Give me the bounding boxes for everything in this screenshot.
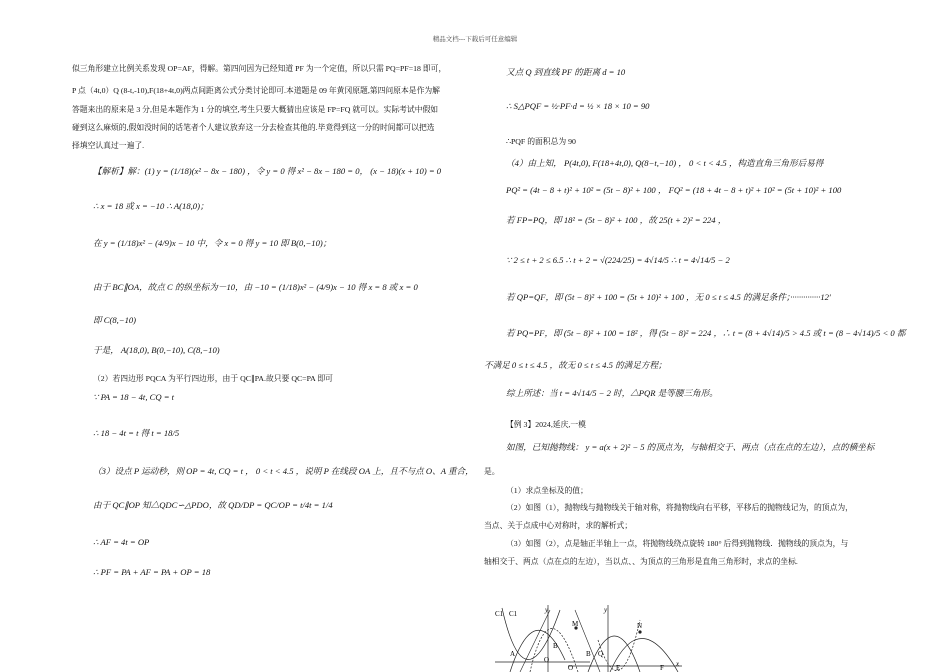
figure-label: N: [637, 622, 643, 630]
text-line: 似三角形建立比例关系发现 OP=AF，得解。第四问因为已经知道 PF 为一个定值，所以只需 PQ=PF=18 即可，: [72, 64, 447, 73]
text-line: （1）求点坐标及的值；: [506, 486, 588, 495]
figure-label: x: [676, 660, 680, 668]
math-line: ∴ 18 − 4t = t 得 t = 18/5: [93, 428, 180, 438]
page-header: 精品文档---下载后可任意编辑: [432, 36, 518, 43]
text-line: 择填空认真过一遍了.: [72, 141, 145, 150]
figure-label: y: [545, 606, 549, 614]
figure-label: A: [510, 650, 516, 658]
text-line: （3）如图（2），点是轴正半轴上一点，将抛物线绕点旋转 180° 后得到抛物线．抛物线的顶点为，与: [506, 539, 849, 548]
figure-label: E: [616, 664, 621, 672]
text-line: ∴PQF 的面积总为 90: [506, 137, 576, 146]
math-line: 若 PQ=PF，即 (5t − 8)² + 100 = 18² ，得 (5t − 8)² = 224 ，∴ t = (8 + 4√14)/5 > 4.5 或 t = (8 − 4√14)/5 < 0 都: [506, 328, 906, 338]
math-line: 在 y = (1/18)x² − (4/9)x − 10 中，令 x = 0 得 y = 10 即 B(0,−10)；: [93, 238, 332, 248]
text-line: 当点、关于点成中心对称时，求的解析式；: [484, 521, 633, 530]
figure-label: C1: [495, 610, 504, 618]
text-line: 碰到这么麻烦的,假如没时间的话笔者个人建议放弃这一分去检查其他的.毕竟得到这一分的时间都可以把选: [72, 123, 435, 132]
text-line: 是。: [484, 467, 500, 476]
math-line: 于是， A(18,0), B(0,−10), C(8,−10): [93, 345, 220, 355]
math-line: ∴ AF = 4t = OP: [93, 537, 150, 547]
math-line: ∵ PA = 18 − 4t, CQ = t: [93, 392, 175, 402]
figure-label: B: [586, 650, 591, 658]
math-line: ∴ x = 18 或 x = −10 ∴ A(18,0)；: [93, 201, 209, 211]
figure-label: y: [604, 606, 608, 614]
math-line: 又点 Q 到直线 PF 的距离 d = 10: [506, 67, 626, 77]
figure-label: O: [568, 664, 574, 672]
math-line: ∵ 2 ≤ t + 2 ≤ 6.5 ∴ t + 2 = √(224/25) = 4√14/5 ∴ t = 4√14/5 − 2: [506, 255, 730, 265]
math-line: ∴ S△PQF = ½·PF·d = ½ × 18 × 10 = 90: [506, 101, 650, 111]
figure-label: B: [553, 642, 558, 650]
figure-label: O: [544, 656, 550, 664]
figure-label: C1: [509, 610, 518, 618]
parabola-figure: [490, 600, 690, 672]
text-line: P 点（4t,0）Q (8-t,-10),F(18+4t,0)两点间距离公式分类讨论即可.本道题是 09 年黄冈原题,第四问原本是作为解: [72, 86, 440, 95]
text-line: 轴相交于、两点（点在点的左边），当以点、、为顶点的三角形是直角三角形时，求点的坐标.: [484, 557, 798, 566]
math-line: 即 C(8,−10): [93, 315, 137, 325]
example-heading: 【例 3】2024,延庆,一模: [506, 420, 586, 429]
math-line: （3）设点 P 运动秒，则 OP = 4t, CQ = t ， 0 < t < 4.5 ，说明 P 在线段 OA 上，且不与点 O、A 重合，: [93, 466, 474, 476]
math-line: 综上所述：当 t = 4√14/5 − 2 时，△PQR 是等腰三角形。: [506, 388, 718, 398]
text-line: （2）如图（1），抛物线与抛物线关于轴对称，将抛物线向右平移，平移后的抛物线记为，的顶点为，: [506, 503, 853, 512]
figure-label: Q: [598, 650, 604, 658]
text-line: 答题来出的原来是 3 分,但是本题作为 1 分的填空,考生只要大概猜出应该是 FP=FQ 就可以。实际考试中假如: [72, 105, 439, 114]
math-line: 不满足 0 ≤ t ≤ 4.5 ，故无 0 ≤ t ≤ 4.5 的满足方程；: [484, 360, 667, 370]
math-line: 若 QP=QF，即 (5t − 8)² + 100 = (5t + 10)² + 100 ，无 0 ≤ t ≤ 4.5 的满足条件；··············12′: [506, 292, 831, 302]
math-line: （4）由上知， P(4t,0), F(18+4t,0), Q(8−t,−10) ， 0 < t < 4.5 ，构造直角三角形后易得: [506, 158, 824, 168]
solution-line: 【解析】解：(1) y = (1/18)(x² − 8x − 180) ，令 y = 0 得 x² − 8x − 180 = 0， (x − 18)(x + 10) = 0: [93, 166, 442, 176]
math-line: 由于 BC∥OA，故点 C 的纵坐标为－10，由 −10 = (1/18)x² − (4/9)x − 10 得 x = 8 或 x = 0: [93, 282, 418, 292]
math-line: 若 FP=PQ，即 18² = (5t − 8)² + 100 ，故 25(t + 2)² = 224 ，: [506, 215, 727, 225]
math-line: 如图，已知抛物线： y = a(x + 2)² − 5 的顶点为，与轴相交于、两点（点在点的左边），点的横坐标: [506, 442, 875, 452]
math-line: PQ² = (4t − 8 + t)² + 10² = (5t − 8)² + 100 ， FQ² = (18 + 4t − 8 + t)² + 10² = (5t + 10)² + 100: [506, 185, 842, 195]
math-line: ∴ PF = PA + AF = PA + OP = 18: [93, 567, 211, 577]
figure-label: M: [572, 620, 579, 628]
text-line: （2）若四边形 PQCA 为平行四边形，由于 QC∥PA.故只要 QC=PA 即可: [93, 374, 333, 383]
math-line: 由于 QC∥OP 知△QDC∽△PDO，故 QD/DP = QC/OP = t/4t = 1/4: [93, 500, 333, 510]
figure-label: F: [660, 664, 664, 672]
